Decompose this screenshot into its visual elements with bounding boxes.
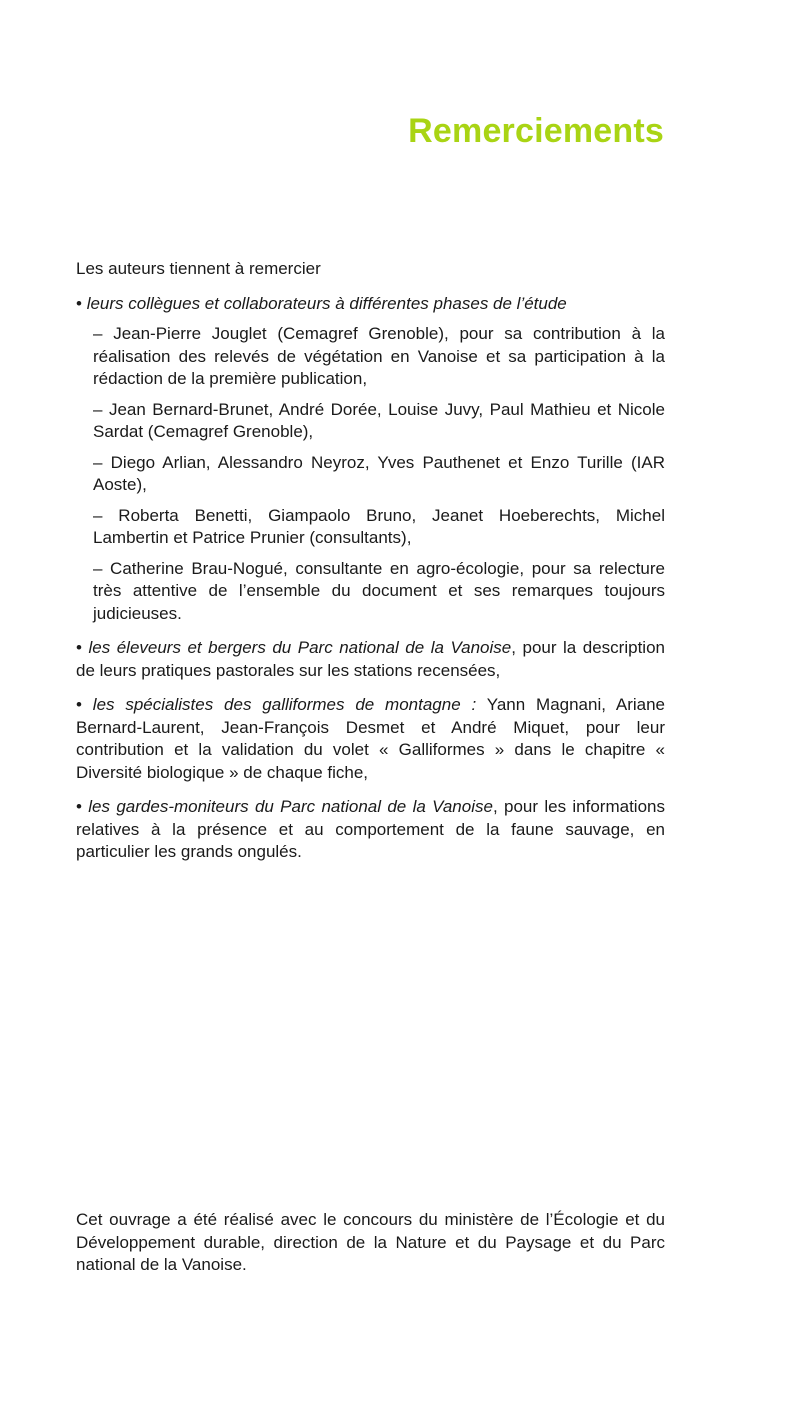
bullet: • [76, 797, 82, 816]
section-heading [76, 694, 665, 784]
section-rest: , pour la description de leurs pratiques pastorales sur les stations recensées, [76, 638, 665, 680]
section-galliformes [76, 694, 665, 784]
section-italic: les gardes-moniteurs du Parc national de la Vanoise [88, 797, 493, 816]
list-item: – Diego Arlian, Alessandro Neyroz, Yves Pauthenet et Enzo Turille (IAR Aoste), [93, 452, 665, 494]
section-heading [76, 637, 665, 682]
bullet: • [76, 638, 82, 657]
section-rest: , pour les informations relatives à la présence et au comportement de la faune sauvage, en particulier les grands ongulés. [76, 797, 665, 861]
section-italic: leurs collègues et collaborateurs à différentes phases de l’étude [86, 293, 567, 313]
acknowledgements-body [76, 258, 665, 876]
section-breeders [76, 637, 665, 682]
section-colleagues [76, 293, 665, 626]
footer-note: Cet ouvrage a été réalisé avec le concours du ministère de l’Écologie et du Développement durable, direction de la Nature et du Paysage et du Parc national de la Vanoise. [76, 1210, 665, 1274]
list-item: – Roberta Benetti, Giampaolo Bruno, Jeanet Hoeberechts, Michel Lambertin et Patrice Prunier (consultants), [93, 505, 665, 547]
bullet: • [76, 293, 82, 313]
section-heading [76, 796, 665, 864]
bullet: • [76, 695, 82, 714]
section-rest: Yann Magnani, Ariane Bernard-Laurent, Jean-François Desmet et André Miquet, pour leur contribution et la validation du volet « Galliformes » dans le chapitre « Diversité biologique » de chaque fiche, [76, 695, 665, 782]
page-title: Remerciements [408, 112, 664, 150]
section-heading [76, 293, 665, 316]
intro-text: Les auteurs tiennent à remercier [76, 259, 321, 278]
list-item: – Jean-Pierre Jouglet (Cemagref Grenoble), pour sa contribution à la réalisation des relevés de végétation en Vanoise et sa participation à la rédaction de la première publication, [93, 324, 665, 388]
list-item: – Jean Bernard-Brunet, André Dorée, Louise Juvy, Paul Mathieu et Nicole Sardat (Cemagref Grenoble), [93, 399, 665, 441]
section-italic: les spécialistes des galliformes de montagne : [92, 695, 477, 714]
section-italic: les éleveurs et bergers du Parc national de la Vanoise [88, 638, 512, 657]
list-item: – Catherine Brau-Nogué, consultante en agro-écologie, pour sa relecture très attentive de l’ensemble du document et ses remarques toujours judicieuses. [93, 558, 665, 623]
section-wardens [76, 796, 665, 864]
